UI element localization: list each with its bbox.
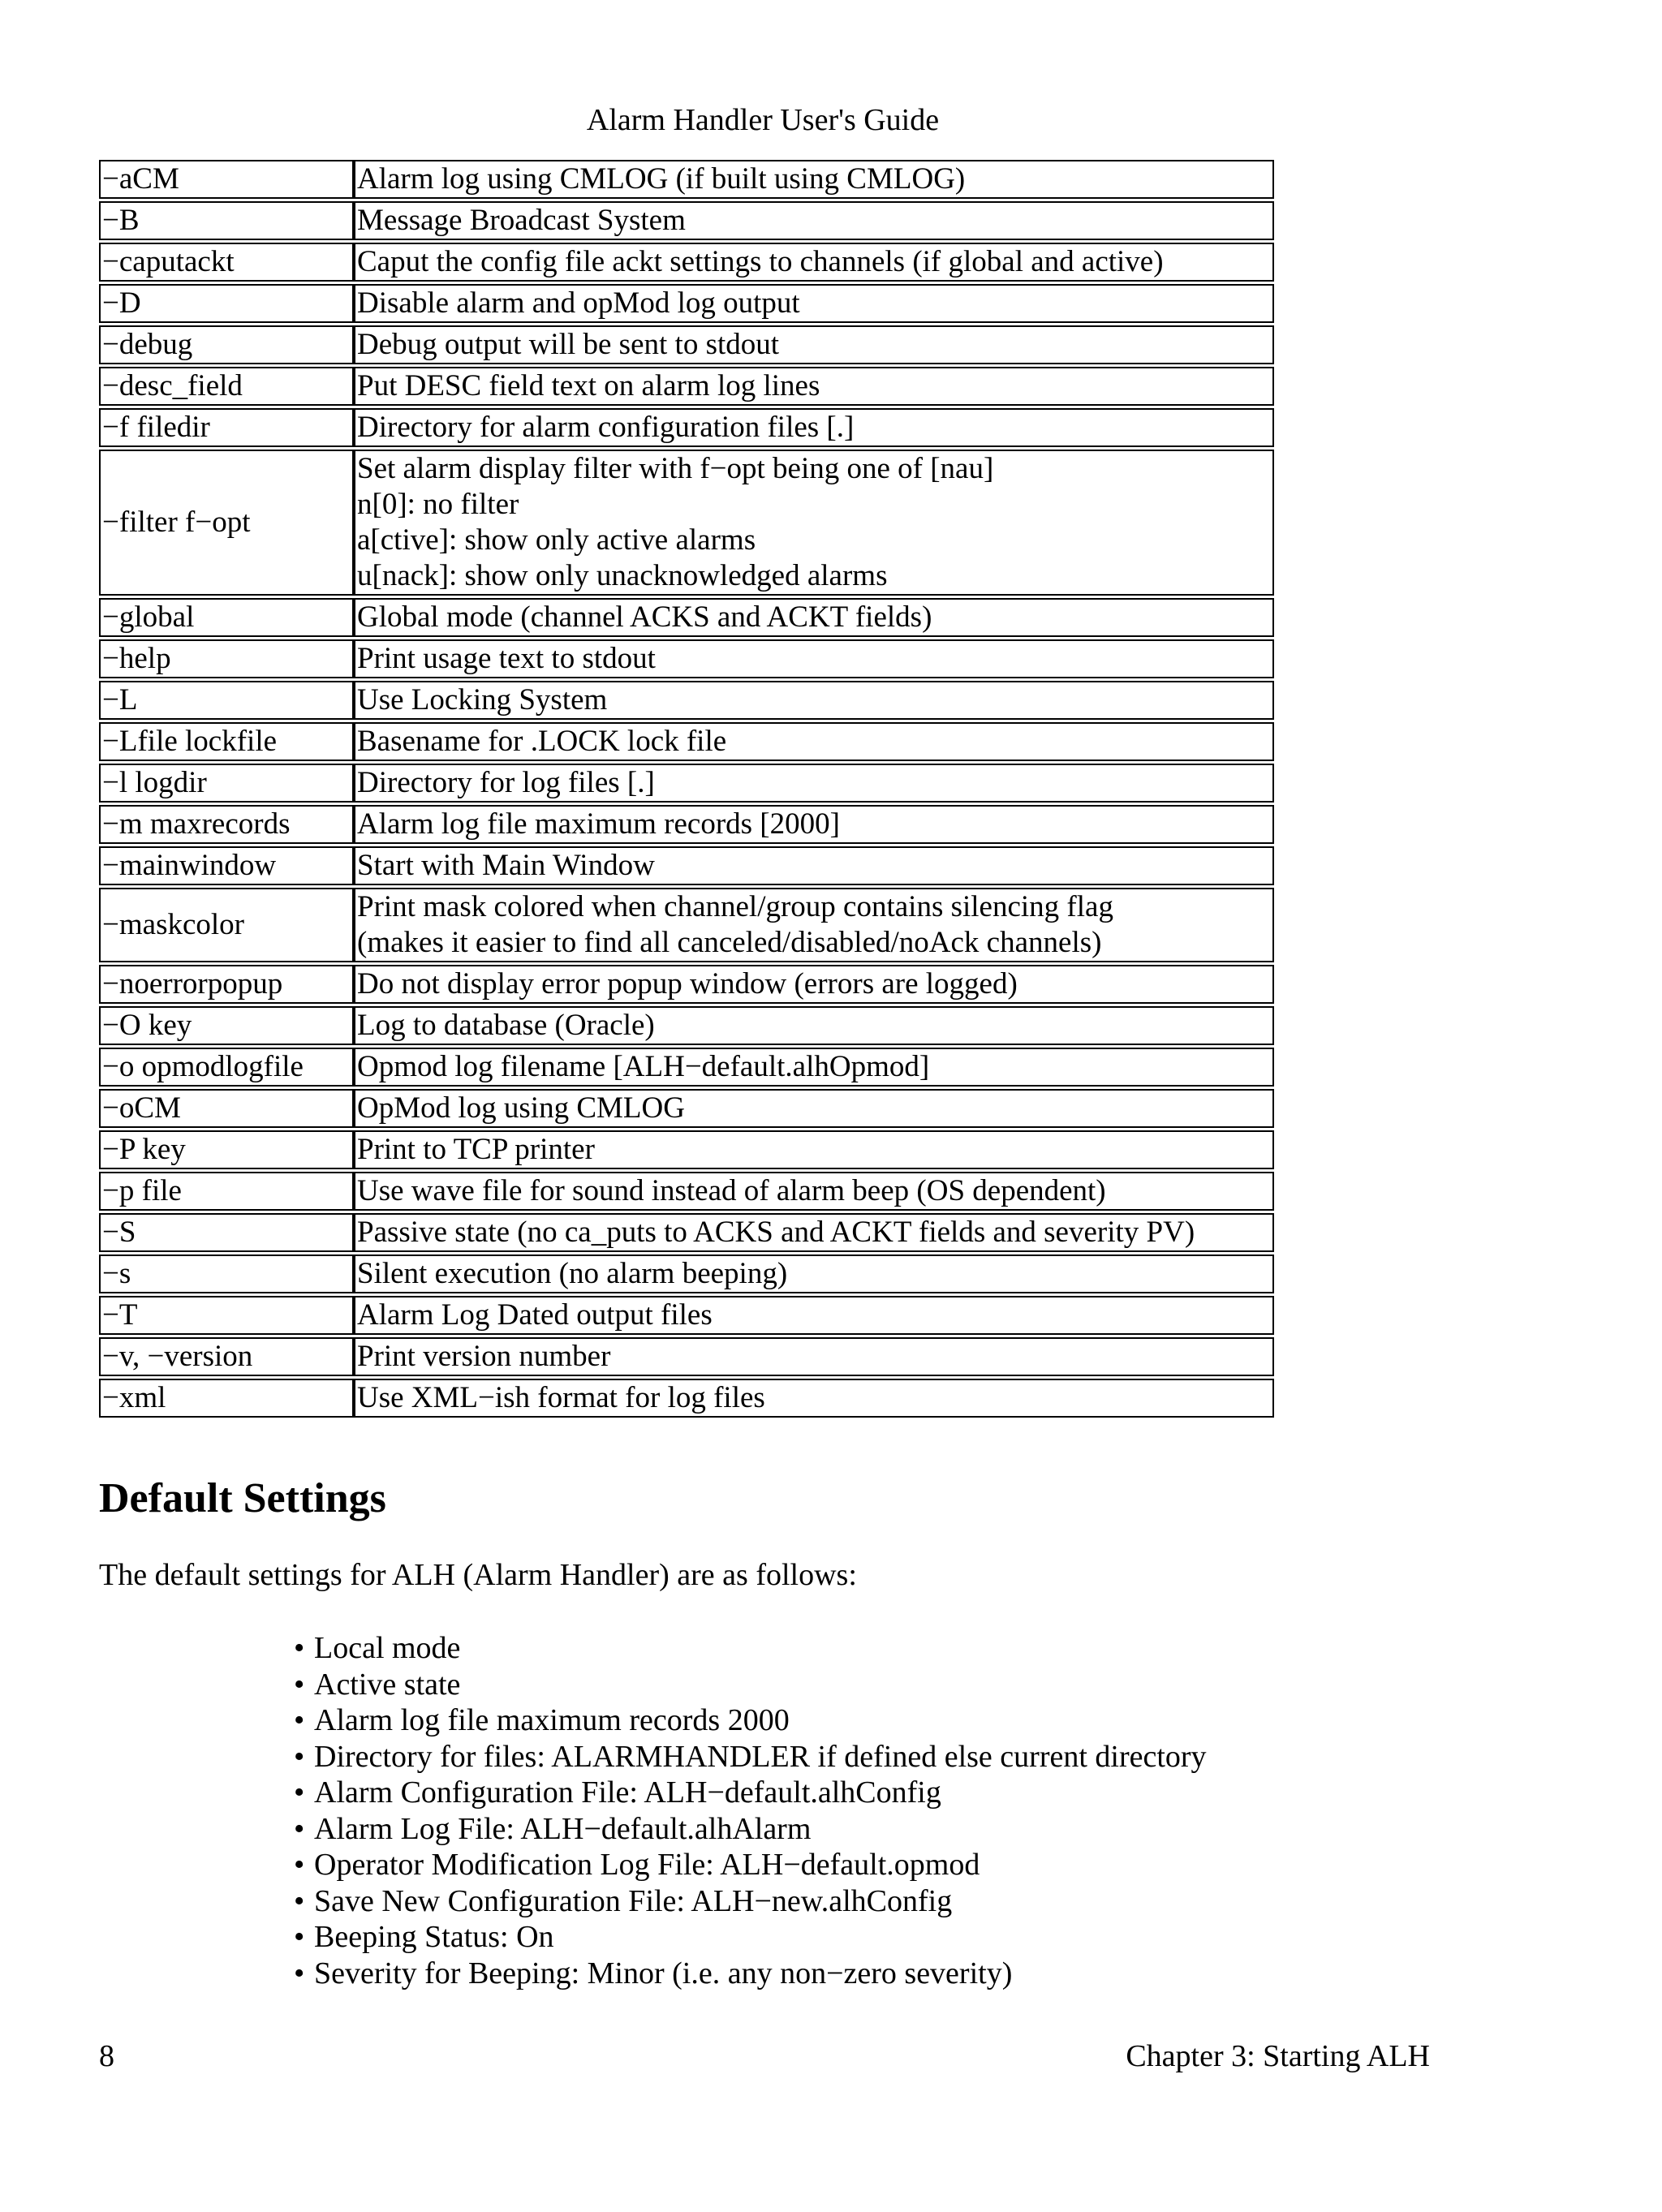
option-description xyxy=(353,243,1274,282)
default-setting-text: Alarm Log File: ALH−default.alhAlarm xyxy=(314,1811,812,1846)
option-description xyxy=(353,846,1274,885)
option-flag: −aCM xyxy=(99,160,353,199)
default-setting-text: Beeping Status: On xyxy=(314,1920,554,1954)
option-description xyxy=(353,367,1274,406)
default-setting-text: Active state xyxy=(314,1667,461,1702)
option-row xyxy=(99,722,1274,761)
default-setting-item xyxy=(294,1630,1207,1667)
option-row xyxy=(99,681,1274,720)
option-row xyxy=(99,367,1274,406)
description-line: Put DESC field text on alarm log lines xyxy=(357,369,820,402)
option-description xyxy=(353,1337,1274,1376)
option-row xyxy=(99,805,1274,844)
description-line: Caput the config file ackt settings to channels (if global and active) xyxy=(357,245,1164,278)
option-flag: −maskcolor xyxy=(99,888,353,962)
bullet-icon: • xyxy=(294,1811,305,1846)
option-row xyxy=(99,1379,1274,1418)
option-description xyxy=(353,1379,1274,1418)
bullet-icon: • xyxy=(294,1775,305,1810)
option-flag: −desc_field xyxy=(99,367,353,406)
description-line: Start with Main Window xyxy=(357,849,655,882)
option-flag: −s xyxy=(99,1254,353,1293)
description-line: u[nack]: show only unacknowledged alarms xyxy=(357,559,888,592)
option-description xyxy=(353,764,1274,803)
option-description xyxy=(353,201,1274,240)
bullet-icon: • xyxy=(294,1703,305,1737)
bullet-icon: • xyxy=(294,1667,305,1702)
bullet-icon: • xyxy=(294,1920,305,1954)
option-flag: −filter f−opt xyxy=(99,450,353,596)
bullet-icon: • xyxy=(294,1883,305,1918)
option-description xyxy=(353,598,1274,637)
option-row xyxy=(99,846,1274,885)
option-description xyxy=(353,1296,1274,1335)
command-options-table xyxy=(99,157,1274,1420)
option-flag: −oCM xyxy=(99,1089,353,1128)
page-number: 8 xyxy=(99,2039,114,2073)
description-line: Set alarm display filter with f−opt being one of [nau] xyxy=(357,452,994,485)
default-settings-list xyxy=(294,1630,1207,1991)
default-setting-item xyxy=(294,1739,1207,1775)
description-line: OpMod log using CMLOG xyxy=(357,1091,685,1125)
bullet-icon: • xyxy=(294,1956,305,1990)
description-line: Directory for alarm configuration files [.] xyxy=(357,411,855,444)
option-description xyxy=(353,325,1274,364)
option-description xyxy=(353,1130,1274,1169)
option-description xyxy=(353,450,1274,596)
option-flag: −help xyxy=(99,639,353,678)
option-row xyxy=(99,243,1274,282)
description-line: Opmod log filename [ALH−default.alhOpmod] xyxy=(357,1050,930,1083)
option-description xyxy=(353,1213,1274,1252)
bullet-icon: • xyxy=(294,1848,305,1882)
description-line: Passive state (no ca_puts to ACKS and ACKT fields and severity PV) xyxy=(357,1216,1195,1249)
default-setting-item xyxy=(294,1702,1207,1739)
option-description xyxy=(353,1006,1274,1045)
description-line: Use wave file for sound instead of alarm beep (OS dependent) xyxy=(357,1174,1106,1207)
option-row xyxy=(99,450,1274,596)
description-line: Silent execution (no alarm beeping) xyxy=(357,1257,788,1290)
description-line: (makes it easier to find all canceled/disabled/noAck channels) xyxy=(357,926,1102,959)
option-description xyxy=(353,639,1274,678)
option-flag: −P key xyxy=(99,1130,353,1169)
description-line: Alarm log file maximum records [2000] xyxy=(357,807,840,841)
option-flag: −caputackt xyxy=(99,243,353,282)
description-line: a[ctive]: show only active alarms xyxy=(357,523,756,557)
option-description xyxy=(353,1048,1274,1087)
default-setting-text: Save New Configuration File: ALH−new.alhConfig xyxy=(314,1883,953,1918)
option-flag: −B xyxy=(99,201,353,240)
option-flag: −m maxrecords xyxy=(99,805,353,844)
option-row xyxy=(99,325,1274,364)
option-flag: −T xyxy=(99,1296,353,1335)
option-flag: −Lfile lockfile xyxy=(99,722,353,761)
default-setting-item xyxy=(294,1956,1207,1992)
option-row xyxy=(99,764,1274,803)
option-description xyxy=(353,160,1274,199)
description-line: Print usage text to stdout xyxy=(357,642,656,675)
description-line: Debug output will be sent to stdout xyxy=(357,328,780,361)
option-description xyxy=(353,722,1274,761)
option-flag: −p file xyxy=(99,1172,353,1211)
option-description xyxy=(353,1172,1274,1211)
default-setting-item xyxy=(294,1919,1207,1956)
description-line: Alarm Log Dated output files xyxy=(357,1298,713,1332)
option-flag: −D xyxy=(99,284,353,323)
option-description xyxy=(353,1254,1274,1293)
option-flag: −xml xyxy=(99,1379,353,1418)
option-row xyxy=(99,160,1274,199)
option-description xyxy=(353,284,1274,323)
option-row xyxy=(99,888,1274,962)
option-row xyxy=(99,1296,1274,1335)
running-header: Alarm Handler User's Guide xyxy=(586,103,940,137)
option-flag: −o opmodlogfile xyxy=(99,1048,353,1087)
option-row xyxy=(99,1130,1274,1169)
description-line: Alarm log using CMLOG (if built using CMLOG) xyxy=(357,162,966,196)
option-flag: −l logdir xyxy=(99,764,353,803)
option-row xyxy=(99,1213,1274,1252)
option-flag: −f filedir xyxy=(99,408,353,447)
option-flag: −v, −version xyxy=(99,1337,353,1376)
option-row xyxy=(99,965,1274,1004)
description-line: Use XML−ish format for log files xyxy=(357,1381,765,1414)
option-row xyxy=(99,639,1274,678)
options-table-body xyxy=(99,160,1274,1418)
description-line: Message Broadcast System xyxy=(357,204,686,237)
option-flag: −S xyxy=(99,1213,353,1252)
description-line: Log to database (Oracle) xyxy=(357,1009,655,1042)
default-setting-text: Alarm log file maximum records 2000 xyxy=(314,1703,790,1737)
description-line: Print to TCP printer xyxy=(357,1133,595,1166)
option-flag: −global xyxy=(99,598,353,637)
default-setting-item xyxy=(294,1883,1207,1920)
option-row xyxy=(99,1254,1274,1293)
bullet-icon: • xyxy=(294,1631,305,1665)
chapter-footer: Chapter 3: Starting ALH xyxy=(1126,2039,1430,2073)
option-flag: −O key xyxy=(99,1006,353,1045)
description-line: Print mask colored when channel/group contains silencing flag xyxy=(357,890,1113,923)
option-flag: −noerrorpopup xyxy=(99,965,353,1004)
section-heading: Default Settings xyxy=(99,1475,386,1521)
description-line: Basename for .LOCK lock file xyxy=(357,725,727,758)
option-row xyxy=(99,1337,1274,1376)
default-setting-item xyxy=(294,1811,1207,1848)
bullet-icon: • xyxy=(294,1739,305,1774)
description-line: Do not display error popup window (errors are logged) xyxy=(357,967,1018,1001)
section-intro: The default settings for ALH (Alarm Handler) are as follows: xyxy=(99,1558,857,1592)
description-line: n[0]: no filter xyxy=(357,488,519,521)
option-row xyxy=(99,598,1274,637)
option-description xyxy=(353,408,1274,447)
default-setting-text: Local mode xyxy=(314,1631,461,1665)
default-setting-item xyxy=(294,1847,1207,1883)
option-description xyxy=(353,805,1274,844)
option-description xyxy=(353,681,1274,720)
option-flag: −L xyxy=(99,681,353,720)
option-description xyxy=(353,888,1274,962)
option-row xyxy=(99,1048,1274,1087)
option-row xyxy=(99,1006,1274,1045)
default-setting-item xyxy=(294,1667,1207,1703)
description-line: Disable alarm and opMod log output xyxy=(357,286,800,320)
default-setting-text: Directory for files: ALARMHANDLER if defined else current directory xyxy=(314,1739,1207,1774)
description-line: Global mode (channel ACKS and ACKT fields) xyxy=(357,600,932,634)
option-flag: −mainwindow xyxy=(99,846,353,885)
option-row xyxy=(99,284,1274,323)
option-row xyxy=(99,1089,1274,1128)
description-line: Print version number xyxy=(357,1340,611,1373)
option-row xyxy=(99,1172,1274,1211)
description-line: Directory for log files [.] xyxy=(357,766,655,799)
default-setting-text: Alarm Configuration File: ALH−default.alhConfig xyxy=(314,1775,941,1810)
option-description xyxy=(353,1089,1274,1128)
option-flag: −debug xyxy=(99,325,353,364)
description-line: Use Locking System xyxy=(357,683,608,717)
default-setting-text: Operator Modification Log File: ALH−default.opmod xyxy=(314,1848,980,1882)
default-setting-item xyxy=(294,1775,1207,1811)
option-description xyxy=(353,965,1274,1004)
default-setting-text: Severity for Beeping: Minor (i.e. any non−zero severity) xyxy=(314,1956,1013,1990)
option-row xyxy=(99,201,1274,240)
option-row xyxy=(99,408,1274,447)
